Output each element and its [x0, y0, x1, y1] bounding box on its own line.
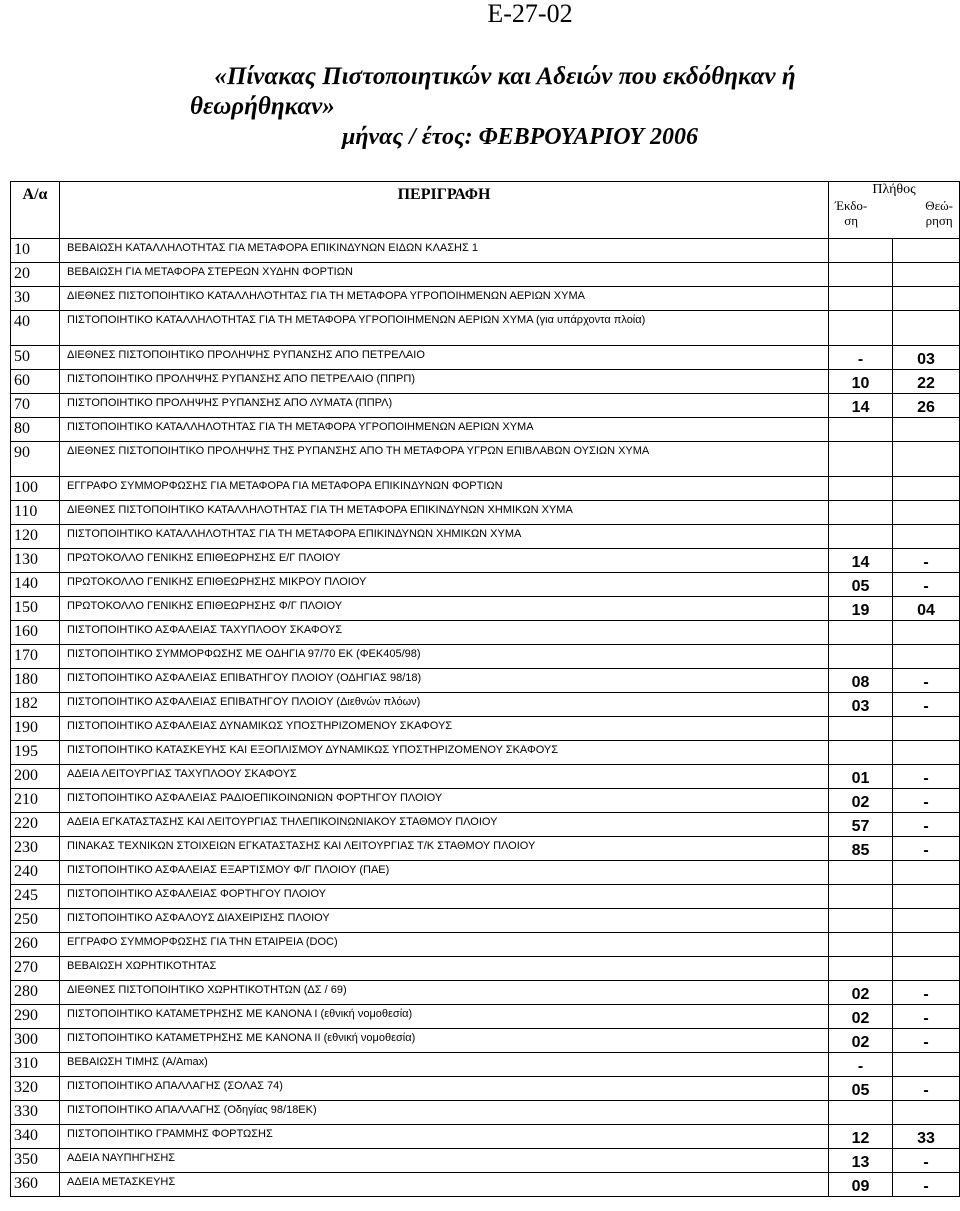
table-row — [11, 346, 960, 370]
certificates-table — [10, 181, 960, 1197]
row-ekdosi — [829, 239, 893, 263]
row-theorisi: 22 — [893, 370, 960, 394]
table-row — [11, 741, 960, 765]
row-description: ΠΙΣΤΟΠΟΙΗΤΙΚΟ ΚΑΤΑΣΚΕΥΗΣ ΚΑΙ ΕΞΟΠΛΙΣΜΟΥ ΔΥΝΑΜΙΚΩΣ ΥΠΟΣΤΗΡΙΖΟΜΕΝΟΥ ΣΚΑΦΟΥΣ — [60, 741, 829, 765]
row-aa: 70 — [11, 394, 60, 418]
row-aa: 270 — [11, 957, 60, 981]
table-row — [11, 933, 960, 957]
row-aa: 340 — [11, 1125, 60, 1149]
row-aa: 280 — [11, 981, 60, 1005]
row-aa: 20 — [11, 263, 60, 287]
row-aa: 290 — [11, 1005, 60, 1029]
row-description: ΑΔΕΙΑ ΝΑΥΠΗΓΗΣΗΣ — [60, 1149, 829, 1173]
row-ekdosi — [829, 741, 893, 765]
row-theorisi: - — [893, 789, 960, 813]
table-row — [11, 549, 960, 573]
table-row — [11, 909, 960, 933]
row-theorisi — [893, 263, 960, 287]
document-title — [0, 62, 960, 152]
table-row — [11, 837, 960, 861]
row-description: ΠΙΣΤΟΠΟΙΗΤΙΚΟ ΠΡΟΛΗΨΗΣ ΡΥΠΑΝΣΗΣ ΑΠΟ ΛΥΜΑΤΑ (ΠΠΡΛ) — [60, 394, 829, 418]
table-row — [11, 525, 960, 549]
row-theorisi — [893, 717, 960, 741]
row-description: ΔΙΕΘΝΕΣ ΠΙΣΤΟΠΟΙΗΤΙΚΟ ΧΩΡΗΤΙΚΟΤΗΤΩΝ (ΔΣ / 69) — [60, 981, 829, 1005]
row-ekdosi — [829, 933, 893, 957]
table-row — [11, 765, 960, 789]
row-description: ΠΙΣΤΟΠΟΙΗΤΙΚΟ ΑΣΦΑΛΟΥΣ ΔΙΑΧΕΙΡΙΣΗΣ ΠΛΟΙΟΥ — [60, 909, 829, 933]
table-row — [11, 813, 960, 837]
row-theorisi: - — [893, 765, 960, 789]
row-description: ΠΙΣΤΟΠΟΙΗΤΙΚΟ ΚΑΤΑΛΛΗΛΟΤΗΤΑΣ ΓΙΑ ΤΗ ΜΕΤΑΦΟΡΑ ΥΓΡΟΠΟΙΗΜΕΝΩΝ ΑΕΡΙΩΝ ΧΥΜΑ — [60, 418, 829, 442]
row-description: ΠΙΣΤΟΠΟΙΗΤΙΚΟ ΑΣΦΑΛΕΙΑΣ ΡΑΔΙΟΕΠΙΚΟΙΝΩΝΙΩΝ ΦΟΡΤΗΓΟΥ ΠΛΟΙΟΥ — [60, 789, 829, 813]
table-row — [11, 669, 960, 693]
row-description: ΠΡΩΤΟΚΟΛΛΟ ΓΕΝΙΚΗΣ ΕΠΙΘΕΩΡΗΣΗΣ Φ/Γ ΠΛΟΙΟΥ — [60, 597, 829, 621]
row-ekdosi — [829, 957, 893, 981]
row-ekdosi: - — [829, 346, 893, 370]
row-description: ΠΡΩΤΟΚΟΛΛΟ ΓΕΝΙΚΗΣ ΕΠΙΘΕΩΡΗΣΗΣ ΜΙΚΡΟΥ ΠΛΟΙΟΥ — [60, 573, 829, 597]
row-ekdosi — [829, 717, 893, 741]
table-row — [11, 1173, 960, 1197]
row-aa: 90 — [11, 442, 60, 477]
row-description: ΠΙΣΤΟΠΟΙΗΤΙΚΟ ΚΑΤΑΛΛΗΛΟΤΗΤΑΣ ΓΙΑ ΤΗ ΜΕΤΑΦΟΡΑ ΕΠΙΚΙΝΔΥΝΩΝ ΧΗΜΙΚΩΝ ΧΥΜΑ — [60, 525, 829, 549]
row-aa: 110 — [11, 501, 60, 525]
row-theorisi: 04 — [893, 597, 960, 621]
row-theorisi: - — [893, 693, 960, 717]
row-theorisi — [893, 645, 960, 669]
row-description: ΑΔΕΙΑ ΕΓΚΑΤΑΣΤΑΣΗΣ ΚΑΙ ΛΕΙΤΟΥΡΓΙΑΣ ΤΗΛΕΠΙΚΟΙΝΩΝΙΑΚΟΥ ΣΤΑΘΜΟΥ ΠΛΟΙΟΥ — [60, 813, 829, 837]
row-aa: 250 — [11, 909, 60, 933]
row-theorisi — [893, 525, 960, 549]
title-line-2: θεωρήθηκαν» — [190, 93, 335, 120]
table-row — [11, 239, 960, 263]
row-description: ΠΙΣΤΟΠΟΙΗΤΙΚΟ ΚΑΤΑΛΛΗΛΟΤΗΤΑΣ ΓΙΑ ΤΗ ΜΕΤΑΦΟΡΑ ΥΓΡΟΠΟΙΗΜΕΝΩΝ ΑΕΡΙΩΝ ΧΥΜΑ (για υπάρχοντα πλοία) — [60, 311, 829, 346]
table-row — [11, 501, 960, 525]
row-theorisi — [893, 861, 960, 885]
row-aa: 320 — [11, 1077, 60, 1101]
row-ekdosi — [829, 287, 893, 311]
table-row — [11, 885, 960, 909]
row-ekdosi: 14 — [829, 394, 893, 418]
row-theorisi — [893, 287, 960, 311]
row-theorisi — [893, 909, 960, 933]
row-theorisi — [893, 885, 960, 909]
table-row — [11, 1077, 960, 1101]
row-aa: 190 — [11, 717, 60, 741]
row-description: ΠΙΣΤΟΠΟΙΗΤΙΚΟ ΑΣΦΑΛΕΙΑΣ ΕΞΑΡΤΙΣΜΟΥ Φ/Γ ΠΛΟΙΟΥ (ΠΑΕ) — [60, 861, 829, 885]
row-theorisi — [893, 1101, 960, 1125]
row-description: ΕΓΓΡΑΦΟ ΣΥΜΜΟΡΦΩΣΗΣ ΓΙΑ ΤΗΝ ΕΤΑΙΡΕΙΑ (DOC) — [60, 933, 829, 957]
table-row — [11, 263, 960, 287]
row-aa: 150 — [11, 597, 60, 621]
row-description: ΠΙΣΤΟΠΟΙΗΤΙΚΟ ΣΥΜΜΟΡΦΩΣΗΣ ΜΕ ΟΔΗΓΙΑ 97/70 ΕΚ (ΦΕΚ405/98) — [60, 645, 829, 669]
document-code: E-27-02 — [487, 0, 573, 28]
row-aa: 182 — [11, 693, 60, 717]
row-theorisi — [893, 442, 960, 477]
row-description: ΑΔΕΙΑ ΛΕΙΤΟΥΡΓΙΑΣ ΤΑΧΥΠΛΟΟΥ ΣΚΑΦΟΥΣ — [60, 765, 829, 789]
row-theorisi — [893, 621, 960, 645]
table-row — [11, 311, 960, 346]
row-description: ΠΙΝΑΚΑΣ ΤΕΧΝΙΚΩΝ ΣΤΟΙΧΕΙΩΝ ΕΓΚΑΤΑΣΤΑΣΗΣ ΚΑΙ ΛΕΙΤΟΥΡΓΙΑΣ Τ/Κ ΣΤΑΘΜΟΥ ΠΛΟΙΟΥ — [60, 837, 829, 861]
table-row — [11, 861, 960, 885]
row-description: ΠΡΩΤΟΚΟΛΛΟ ΓΕΝΙΚΗΣ ΕΠΙΘΕΩΡΗΣΗΣ Ε/Γ ΠΛΟΙΟΥ — [60, 549, 829, 573]
row-aa: 100 — [11, 477, 60, 501]
row-description: ΠΙΣΤΟΠΟΙΗΤΙΚΟ ΚΑΤΑΜΕΤΡΗΣΗΣ ΜΕ ΚΑΝΟΝΑ Ι (εθνική νομοθεσία) — [60, 1005, 829, 1029]
row-description: ΔΙΕΘΝΕΣ ΠΙΣΤΟΠΟΙΗΤΙΚΟ ΠΡΟΛΗΨΗΣ ΡΥΠΑΝΣΗΣ ΑΠΟ ΠΕΤΡΕΛΑΙΟ — [60, 346, 829, 370]
row-aa: 200 — [11, 765, 60, 789]
row-aa: 170 — [11, 645, 60, 669]
table-row — [11, 717, 960, 741]
row-aa: 230 — [11, 837, 60, 861]
row-ekdosi: 14 — [829, 549, 893, 573]
header-plithos — [829, 182, 960, 239]
row-description: ΠΙΣΤΟΠΟΙΗΤΙΚΟ ΑΠΑΛΛΑΓΗΣ (ΣΟΛΑΣ 74) — [60, 1077, 829, 1101]
table-row — [11, 1029, 960, 1053]
row-aa: 50 — [11, 346, 60, 370]
row-theorisi: - — [893, 981, 960, 1005]
row-aa: 10 — [11, 239, 60, 263]
row-ekdosi — [829, 418, 893, 442]
table-row — [11, 789, 960, 813]
row-description: ΠΙΣΤΟΠΟΙΗΤΙΚΟ ΠΡΟΛΗΨΗΣ ΡΥΠΑΝΣΗΣ ΑΠΟ ΠΕΤΡΕΛΑΙΟ (ΠΠΡΠ) — [60, 370, 829, 394]
table-row — [11, 287, 960, 311]
table-row — [11, 957, 960, 981]
header-plithos-label: Πλήθος — [872, 182, 916, 197]
header-theorisi: Θεώ- ρηση — [925, 198, 954, 228]
row-ekdosi: 02 — [829, 789, 893, 813]
row-ekdosi: 02 — [829, 1005, 893, 1029]
row-ekdosi — [829, 861, 893, 885]
row-ekdosi — [829, 525, 893, 549]
table-row — [11, 477, 960, 501]
table-row — [11, 1101, 960, 1125]
row-description: ΒΕΒΑΙΩΣΗ ΓΙΑ ΜΕΤΑΦΟΡΑ ΣΤΕΡΕΩΝ ΧΥΔΗΝ ΦΟΡΤΙΩΝ — [60, 263, 829, 287]
row-description: ΔΙΕΘΝΕΣ ΠΙΣΤΟΠΟΙΗΤΙΚΟ ΠΡΟΛΗΨΗΣ ΤΗΣ ΡΥΠΑΝΣΗΣ ΑΠΟ ΤΗ ΜΕΤΑΦΟΡΑ ΥΓΡΩΝ ΕΠΙΒΛΑΒΩΝ ΟΥΣΙΩΝ ΧΥΜΑ — [60, 442, 829, 477]
row-aa: 210 — [11, 789, 60, 813]
row-ekdosi: 85 — [829, 837, 893, 861]
row-theorisi — [893, 311, 960, 346]
row-description: ΠΙΣΤΟΠΟΙΗΤΙΚΟ ΓΡΑΜΜΗΣ ΦΟΡΤΩΣΗΣ — [60, 1125, 829, 1149]
row-description: ΠΙΣΤΟΠΟΙΗΤΙΚΟ ΑΣΦΑΛΕΙΑΣ ΤΑΧΥΠΛΟΟΥ ΣΚΑΦΟΥΣ — [60, 621, 829, 645]
header-aa: Α/α — [11, 182, 60, 239]
row-aa: 80 — [11, 418, 60, 442]
row-ekdosi — [829, 501, 893, 525]
row-ekdosi — [829, 311, 893, 346]
row-aa: 60 — [11, 370, 60, 394]
table-row — [11, 418, 960, 442]
row-description: ΕΓΓΡΑΦΟ ΣΥΜΜΟΡΦΩΣΗΣ ΓΙΑ ΜΕΤΑΦΟΡΑ ΓΙΑ ΜΕΤΑΦΟΡΑ ΕΠΙΚΙΝΔΥΝΩΝ ΦΟΡΤΙΩΝ — [60, 477, 829, 501]
table-header-row — [11, 182, 960, 239]
table-row — [11, 573, 960, 597]
row-aa: 120 — [11, 525, 60, 549]
row-theorisi — [893, 239, 960, 263]
row-ekdosi: 01 — [829, 765, 893, 789]
row-ekdosi: 19 — [829, 597, 893, 621]
row-aa: 140 — [11, 573, 60, 597]
row-ekdosi: 57 — [829, 813, 893, 837]
table-row — [11, 370, 960, 394]
row-description: ΑΔΕΙΑ ΜΕΤΑΣΚΕΥΗΣ — [60, 1173, 829, 1197]
table-row — [11, 394, 960, 418]
row-description: ΠΙΣΤΟΠΟΙΗΤΙΚΟ ΑΣΦΑΛΕΙΑΣ ΕΠΙΒΑΤΗΓΟΥ ΠΛΟΙΟΥ (ΟΔΗΓΙΑΣ 98/18) — [60, 669, 829, 693]
row-theorisi: 26 — [893, 394, 960, 418]
row-theorisi — [893, 418, 960, 442]
row-description: ΠΙΣΤΟΠΟΙΗΤΙΚΟ ΑΣΦΑΛΕΙΑΣ ΕΠΙΒΑΤΗΓΟΥ ΠΛΟΙΟΥ (Διεθνών πλόων) — [60, 693, 829, 717]
row-description: ΒΕΒΑΙΩΣΗ ΧΩΡΗΤΙΚΟΤΗΤΑΣ — [60, 957, 829, 981]
row-description: ΔΙΕΘΝΕΣ ΠΙΣΤΟΠΟΙΗΤΙΚΟ ΚΑΤΑΛΛΗΛΟΤΗΤΑΣ ΓΙΑ ΤΗ ΜΕΤΑΦΟΡΑ ΕΠΙΚΙΝΔΥΝΩΝ ΧΗΜΙΚΩΝ ΧΥΜΑ — [60, 501, 829, 525]
row-description: ΒΕΒΑΙΩΣΗ ΤΙΜΗΣ (Α/Amax) — [60, 1053, 829, 1077]
row-aa: 350 — [11, 1149, 60, 1173]
row-ekdosi — [829, 621, 893, 645]
row-description: ΔΙΕΘΝΕΣ ΠΙΣΤΟΠΟΙΗΤΙΚΟ ΚΑΤΑΛΛΗΛΟΤΗΤΑΣ ΓΙΑ ΤΗ ΜΕΤΑΦΟΡΑ ΥΓΡΟΠΟΙΗΜΕΝΩΝ ΑΕΡΙΩΝ ΧΥΜΑ — [60, 287, 829, 311]
row-aa: 310 — [11, 1053, 60, 1077]
row-aa: 130 — [11, 549, 60, 573]
row-aa: 30 — [11, 287, 60, 311]
row-ekdosi: 08 — [829, 669, 893, 693]
row-ekdosi: 05 — [829, 1077, 893, 1101]
row-ekdosi: 13 — [829, 1149, 893, 1173]
row-theorisi — [893, 501, 960, 525]
row-theorisi: 03 — [893, 346, 960, 370]
row-ekdosi — [829, 263, 893, 287]
row-theorisi: - — [893, 1077, 960, 1101]
row-theorisi — [893, 741, 960, 765]
table-row — [11, 1125, 960, 1149]
row-theorisi — [893, 477, 960, 501]
row-aa: 180 — [11, 669, 60, 693]
title-month-year: μήνας / έτος: ΦΕΒΡΟΥΑΡΙΟΥ 2006 — [341, 124, 699, 150]
table-row — [11, 1053, 960, 1077]
row-ekdosi: 12 — [829, 1125, 893, 1149]
row-theorisi — [893, 1053, 960, 1077]
row-aa: 240 — [11, 861, 60, 885]
table-row — [11, 442, 960, 477]
row-ekdosi — [829, 1101, 893, 1125]
row-aa: 160 — [11, 621, 60, 645]
table-row — [11, 645, 960, 669]
row-theorisi: 33 — [893, 1125, 960, 1149]
row-aa: 245 — [11, 885, 60, 909]
row-theorisi: - — [893, 1029, 960, 1053]
row-ekdosi — [829, 477, 893, 501]
row-theorisi: - — [893, 549, 960, 573]
row-description: ΒΕΒΑΙΩΣΗ ΚΑΤΑΛΛΗΛΟΤΗΤΑΣ ΓΙΑ ΜΕΤΑΦΟΡΑ ΕΠΙΚΙΝΔΥΝΩΝ ΕΙΔΩΝ ΚΛΑΣΗΣ 1 — [60, 239, 829, 263]
header-description: ΠΕΡΙΓΡΑΦΗ — [60, 182, 829, 239]
row-ekdosi: 03 — [829, 693, 893, 717]
row-theorisi: - — [893, 1005, 960, 1029]
row-aa: 195 — [11, 741, 60, 765]
row-aa: 220 — [11, 813, 60, 837]
row-theorisi: - — [893, 573, 960, 597]
row-theorisi: - — [893, 837, 960, 861]
table-row — [11, 1149, 960, 1173]
row-ekdosi: 02 — [829, 1029, 893, 1053]
row-ekdosi: 05 — [829, 573, 893, 597]
row-ekdosi: 10 — [829, 370, 893, 394]
table-row — [11, 621, 960, 645]
row-aa: 260 — [11, 933, 60, 957]
row-theorisi — [893, 933, 960, 957]
row-description: ΠΙΣΤΟΠΟΙΗΤΙΚΟ ΑΣΦΑΛΕΙΑΣ ΔΥΝΑΜΙΚΩΣ ΥΠΟΣΤΗΡΙΖΟΜΕΝΟΥ ΣΚΑΦΟΥΣ — [60, 717, 829, 741]
row-ekdosi — [829, 885, 893, 909]
header-ekdosi: Έκδο- ση — [835, 198, 868, 228]
row-ekdosi — [829, 645, 893, 669]
row-description: ΠΙΣΤΟΠΟΙΗΤΙΚΟ ΚΑΤΑΜΕΤΡΗΣΗΣ ΜΕ ΚΑΝΟΝΑ ΙΙ (εθνική νομοθεσία) — [60, 1029, 829, 1053]
row-theorisi — [893, 957, 960, 981]
row-theorisi: - — [893, 669, 960, 693]
table-row — [11, 693, 960, 717]
row-ekdosi: - — [829, 1053, 893, 1077]
title-line-1: «Πίνακας Πιστοποιητικών και Αδειών που εκδόθηκαν ή — [214, 63, 796, 90]
row-theorisi: - — [893, 813, 960, 837]
row-theorisi: - — [893, 1149, 960, 1173]
table-row — [11, 981, 960, 1005]
table-row — [11, 597, 960, 621]
row-aa: 300 — [11, 1029, 60, 1053]
row-theorisi: - — [893, 1173, 960, 1197]
row-aa: 360 — [11, 1173, 60, 1197]
row-description: ΠΙΣΤΟΠΟΙΗΤΙΚΟ ΑΠΑΛΛΑΓΗΣ (Οδηγίας 98/18ΕΚ) — [60, 1101, 829, 1125]
table-row — [11, 1005, 960, 1029]
row-ekdosi — [829, 442, 893, 477]
row-ekdosi: 09 — [829, 1173, 893, 1197]
row-ekdosi — [829, 909, 893, 933]
row-aa: 40 — [11, 311, 60, 346]
row-aa: 330 — [11, 1101, 60, 1125]
row-ekdosi: 02 — [829, 981, 893, 1005]
row-description: ΠΙΣΤΟΠΟΙΗΤΙΚΟ ΑΣΦΑΛΕΙΑΣ ΦΟΡΤΗΓΟΥ ΠΛΟΙΟΥ — [60, 885, 829, 909]
